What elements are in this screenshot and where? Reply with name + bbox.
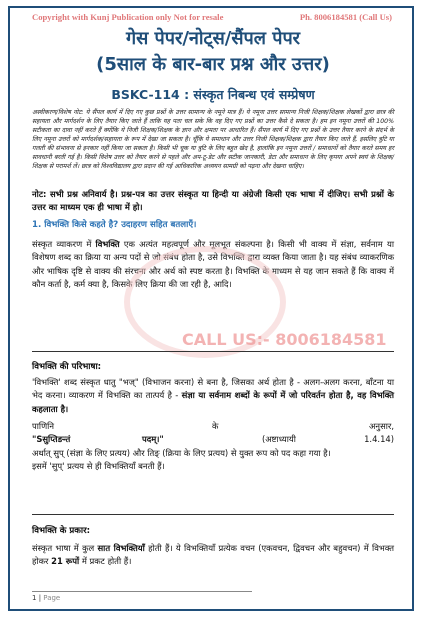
section-divider — [32, 351, 394, 352]
sutra-number: 1.4.14) — [364, 434, 394, 445]
intro-term-vibhakti: विभक्ति — [95, 239, 120, 249]
panini-block — [32, 420, 394, 474]
sup-note-text: इसमें 'सुप्' प्रत्यय से ही विभक्तियाँ बनती हैं। — [32, 461, 165, 472]
main-title-line1: गेस पेपर/नोट्स/सैंपल पेपर — [125, 28, 301, 49]
sutra-reference: (अष्टाध्यायी — [262, 434, 296, 445]
watermark-call-text: CALL US:- 8006184581 — [182, 330, 387, 349]
question-heading: 1. विभक्ति किसे कहते है? उदाहरण सहित बतलाएँ। — [32, 220, 197, 230]
page-label: Page — [43, 594, 61, 602]
sutra-meaning-text: अर्थात् सुप् (संज्ञा के लिए प्रत्यय) और तिङ् (क्रिया के लिए प्रत्यय) से युक्त रूप को पद कहा गया है। — [32, 447, 331, 458]
sutra-text: "Sसुप्तिङन्तं — [32, 434, 71, 445]
page-footer: 1 | Page — [32, 594, 61, 602]
types-text-a: संस्कृत भाषा में कुल — [32, 543, 98, 553]
types-text-c: होती हैं। ये विभक्तियाँ प्रत्येक वचन (एकवचन, द्विवचन और बहुवचन) में विभक्त होकर — [32, 543, 394, 567]
panini-word: पाणिनि — [32, 421, 54, 431]
definition-bold-text: संज्ञा या सर्वनाम शब्दों के रूपों में जो परिवर्तन होता है, वह विभक्ति कहलाता है। — [32, 390, 395, 414]
sutra-row — [32, 433, 394, 446]
sup-note — [32, 460, 394, 473]
intro-text-c: एक अत्यंत महत्वपूर्ण और मूलभूत संकल्पना है। किसी भी वाक्य में संज्ञा, सर्वनाम या विशेषण शब्द का क्रिया या अन्य पदों से जो संबंध होता है, उसे विभक्ति द्वारा व्यक्त किया जाता है। यह संबंध व्याकरणिक और भाषिक दृष्टि से वाक्य की संरचना और अर्थ को स्पष्ट करता है। विभक्ति के माध्यम से यह जान सकते हैं कि वाक्य में कौन कर्ता है, कर्म क्या है, किसके लिए क्रिया की जा रही है, आदि। — [32, 239, 394, 290]
sutra-meaning — [32, 447, 394, 460]
instructions-note: नोट: सभी प्रश्न अनिवार्य है। प्रश्न-पत्र का उत्तर संस्कृत या हिन्दी या अंग्रेजी किसी एक भाषा में दीजिए। सभी प्रश्नों के उत्तर का माध्यम एक ही भाषा में हो। — [32, 189, 394, 212]
panini-row — [32, 420, 394, 433]
intro-text-a: संस्कृत व्याकरण में — [32, 239, 96, 249]
types-21-forms: 21 रूपों — [51, 556, 80, 567]
sutra-padam: पदम्।" — [142, 434, 164, 445]
panini-anusar: अनुसार, — [369, 421, 394, 431]
course-subtitle: BSKC-114 : संस्कृत निबन्ध एवं सम्प्रेषण — [111, 87, 315, 102]
document-page — [8, 6, 414, 611]
types-text-e: में प्रकट होती हैं। — [79, 556, 132, 567]
intro-paragraph — [32, 238, 394, 292]
main-title-line2: (5साल के बार-बार प्रश्न और उत्तर) — [96, 54, 330, 75]
footer-rule — [32, 591, 252, 592]
definition-paragraph — [32, 376, 394, 416]
copyright-text: Copyright with Kunj Publication only Not for resale — [32, 12, 224, 22]
section-divider-2 — [32, 514, 394, 515]
types-heading: विभक्ति के प्रकार: — [32, 526, 91, 536]
definition-heading: विभक्ति की परिभाषा: — [32, 362, 102, 372]
types-paragraph — [32, 542, 394, 569]
page-number: 1 — [32, 594, 37, 602]
copyright-header — [32, 12, 394, 22]
panini-ke: के — [212, 421, 219, 431]
phone-number: Ph. 8006184581 (Call Us) — [299, 12, 392, 22]
types-seven: सात विभक्तियाँ — [97, 543, 145, 553]
definition-text: 'विभक्ति' शब्द संस्कृत धातु "भज्" (विभाजन करना) से बना है, जिसका अर्थ होता है - अलग-अलग करना, बाँटना या भेद करना। व्याकरण में विभक्ति का तात्पर्य है - — [32, 377, 394, 401]
disclaimer-text: अस्वीकरण/विशेष नोट: ये सैंपल कार्य में दिए गए कुछ प्रश्नों के उत्तर सामान्य के नमूने मात्र हैं। ये नमूना उत्तर सामान्य निजी शिक्षक/शिक्षक लेखकों द्वारा छात्र की सहायता और मार्गदर्शन के लिए तैयार किए जाते हैं ताकि यह पता चल सके कि वह दिए गए प्रश्नों का उत्तर कैसे दे सकता है। हम इन नमूना उत्तरों की 100% सटीकता का दावा नहीं करते हैं क्योंकि ये निजी शिक्षक/शिक्षक के ज्ञान और क्षमता पर आधारित हैं। सैंपल कार्य में दिए गए प्रश्नों के उत्तर तैयार करने के संदर्भ के लिए नमूना उत्तरों को मार्गदर्शक/सहायता के रूप में देखा जा सकता है। चूँकि ये समाधान और उत्तर निजी शिक्षक/शिक्षक द्वारा तैयार किए जाते हैं, इसलिए त्रुटि या गलती की संभावना से इनकार नहीं किया जा सकता है। किसी भी चूक या त्रुटि के लिए बहुत खेद है, हालांकि इन नमूना उत्तरों / समाधानों को तैयार करते समय हर सावधानी बरती गई है। किसी विशेष उत्तर को तैयार करने से पहले और अप-टू-डेट और सटीक जानकारी, डेटा और समाधान के लिए कृपया अपने स्वयं के शिक्षक/शिक्षक से परामर्श लें। छात्र को विश्वविद्यालय द्वारा प्रदान की गई आधिकारिक अध्ययन सामग्री को पढ़ना और देखना चाहिए। — [32, 109, 394, 170]
